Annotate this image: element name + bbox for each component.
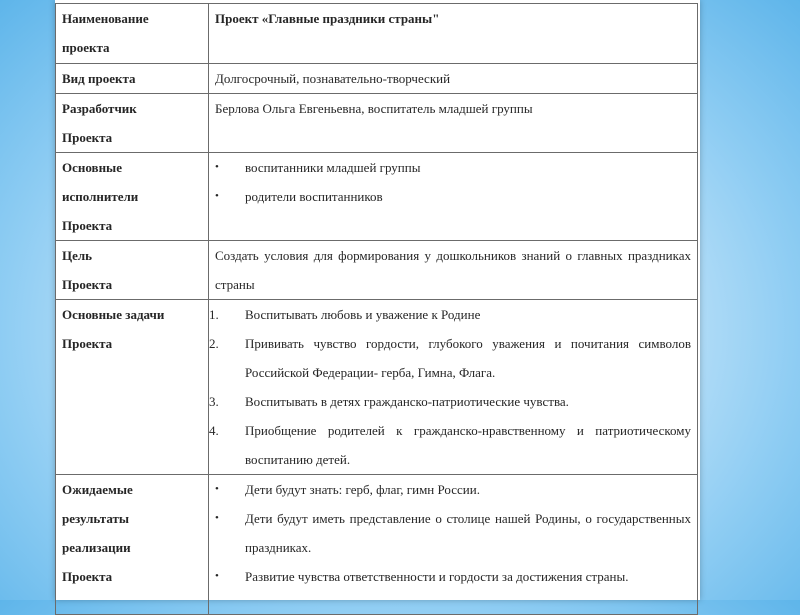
label-line (62, 300, 202, 329)
results-list (215, 475, 691, 591)
project-name-value: Проект «Главные праздники страны" (209, 4, 698, 64)
list-text: Приобщение родителей к гражданско-нравственному и патриотическому воспитанию детей. (245, 423, 691, 467)
row-label (56, 241, 209, 300)
executors-value (209, 153, 698, 241)
list-number: 4. (209, 423, 219, 438)
row-label (56, 153, 209, 241)
list-item (209, 387, 691, 416)
list-text: Воспитывать любовь и уважение к Родине (245, 307, 481, 322)
list-item (209, 300, 691, 329)
label-line: Проекта (62, 130, 113, 145)
label-line: Проекта (62, 569, 113, 584)
list-number: 3. (209, 394, 219, 409)
label-line: Цель (62, 248, 93, 263)
label-word: Основные (62, 307, 122, 322)
label-line: Разработчик (62, 101, 137, 116)
list-item: • Дети будут знать: герб, флаг, гимн России. (215, 475, 691, 504)
label-line: Ожидаемые (62, 482, 133, 497)
row-label (56, 475, 209, 615)
list-number: 2. (209, 336, 219, 351)
list-text: Прививать чувство гордости, глубокого уважения и почитания символов Российской Федерации- герба, Гимна, Флага. (245, 336, 691, 380)
label-line: Проекта (62, 218, 113, 233)
label-word: задачи (125, 307, 165, 322)
list-item (209, 329, 691, 387)
table-row (56, 94, 698, 153)
table-row (56, 300, 698, 475)
table-row (56, 241, 698, 300)
document-page (55, 0, 700, 600)
label-line: исполнители (62, 189, 139, 204)
label-line: Проекта (62, 277, 113, 292)
list-item: • родители воспитанников (215, 182, 691, 211)
project-passport-table (55, 3, 698, 615)
developer-value: Берлова Ольга Евгеньевна, воспитатель младшей группы (209, 94, 698, 153)
row-label (56, 94, 209, 153)
list-item (209, 416, 691, 474)
label-line: результаты (62, 511, 130, 526)
list-number: 1. (209, 307, 219, 322)
goal-value: Создать условия для формирования у дошкольников знаний о главных праздниках страны (209, 241, 698, 300)
label-line: проекта (62, 40, 110, 55)
table-row (56, 4, 698, 64)
label-line: Наименование (62, 11, 149, 26)
label-line: Проекта (62, 336, 113, 351)
row-label (56, 300, 209, 475)
executors-list (215, 153, 691, 211)
list-text: Воспитывать в детях гражданско-патриотические чувства. (245, 394, 569, 409)
list-item: • воспитанники младшей группы (215, 153, 691, 182)
table-row (56, 64, 698, 94)
row-label (56, 64, 209, 94)
tasks-value (209, 300, 698, 475)
project-type-value: Долгосрочный, познавательно-творческий (209, 64, 698, 94)
tasks-list (209, 300, 691, 474)
list-item: • Дети будут иметь представление о столице нашей Родины, о государственных праздниках. (215, 504, 691, 562)
table-row (56, 475, 698, 615)
label-line: реализации (62, 540, 131, 555)
table-row (56, 153, 698, 241)
list-item: • Развитие чувства ответственности и гордости за достижения страны. (215, 562, 691, 591)
label-line: Вид проекта (62, 71, 136, 86)
label-line: Основные (62, 160, 122, 175)
row-label (56, 4, 209, 64)
results-value (209, 475, 698, 615)
